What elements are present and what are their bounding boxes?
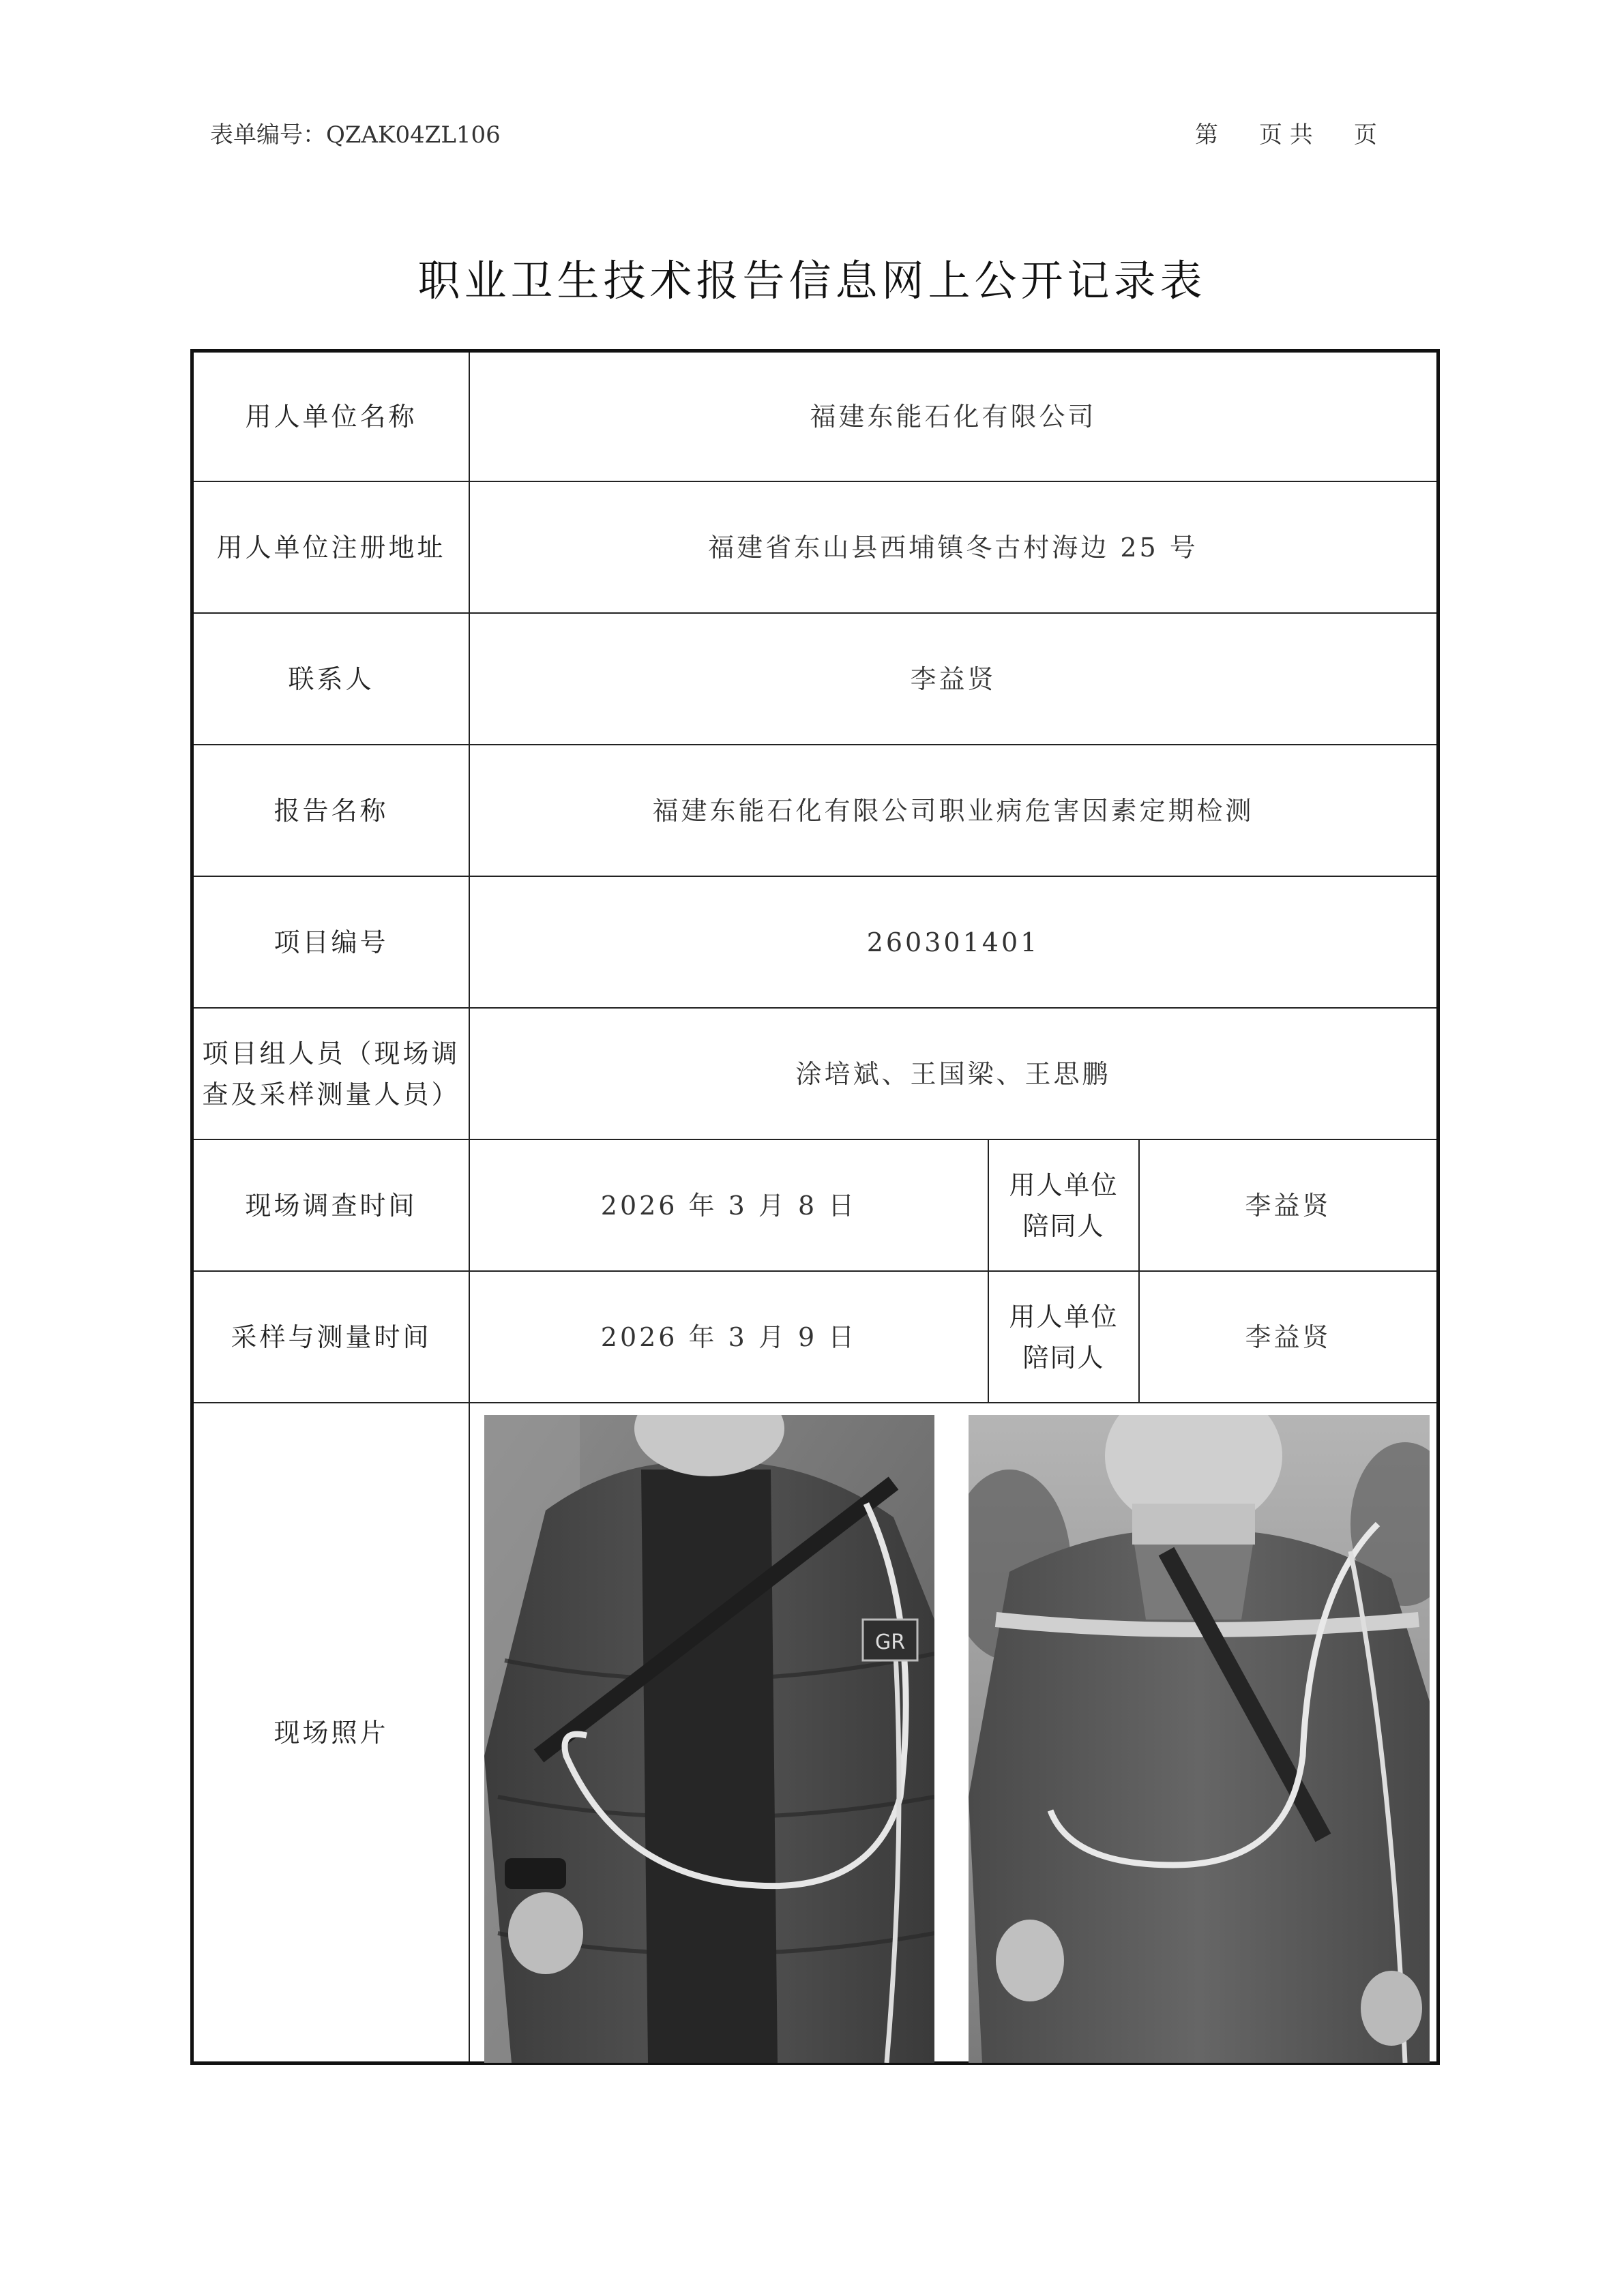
- page-prefix: 第: [1195, 121, 1218, 149]
- report-name-label: 报告名称: [274, 795, 389, 826]
- contact-value: 李益贤: [910, 664, 996, 694]
- site-photo-right-image: [969, 1415, 1430, 2063]
- page-suffix: 页: [1353, 121, 1377, 149]
- page-title: 职业卫生技术报告信息网上公开记录表: [417, 256, 1207, 305]
- company-name-value: 福建东能石化有限公司: [810, 402, 1097, 432]
- survey-time-label: 现场调查时间: [245, 1190, 417, 1221]
- report-name-value: 福建东能石化有限公司职业病危害因素定期检测: [652, 795, 1254, 826]
- jacket-badge-text: GR: [874, 1630, 906, 1654]
- sampling-companion-label-line1: 用人单位: [1009, 1301, 1119, 1332]
- site-photo-left: [484, 1415, 934, 2063]
- project-team-label-line2: 查及采样测量人员）: [202, 1079, 460, 1109]
- sampling-companion-value: 李益贤: [1245, 1322, 1331, 1352]
- sampling-companion-label-line2: 陪同人: [1022, 1342, 1105, 1373]
- survey-companion-label-line2: 陪同人: [1022, 1210, 1105, 1241]
- registered-address-label: 用人单位注册地址: [216, 532, 446, 563]
- company-name-label: 用人单位名称: [245, 402, 417, 432]
- sampling-companion-label: [989, 1272, 1138, 1402]
- project-team-label: [194, 1009, 469, 1139]
- survey-companion-value: 李益贤: [1245, 1190, 1331, 1221]
- page-mid: 页 共: [1259, 121, 1313, 149]
- survey-companion-label-line1: 用人单位: [1009, 1169, 1119, 1200]
- survey-time-value: 2026 年 3 月 8 日: [600, 1190, 857, 1221]
- registered-address-value: 福建省东山县西埔镇冬古村海边 25 号: [708, 532, 1198, 563]
- contact-label: 联系人: [288, 664, 374, 694]
- site-photo-left-image: [484, 1415, 934, 2063]
- survey-companion-label: [989, 1140, 1138, 1270]
- record-table: [190, 349, 1440, 2065]
- project-number-label: 项目编号: [274, 927, 389, 957]
- page-indicator: [1195, 116, 1377, 149]
- project-number-value: 260301401: [866, 927, 1040, 957]
- form-number: 表单编号：QZAK04ZL106: [210, 121, 501, 149]
- sampling-time-label: 采样与测量时间: [231, 1322, 432, 1352]
- project-team-value: 涂培斌、王国梁、王思鹏: [795, 1058, 1111, 1089]
- site-photos-label: 现场照片: [274, 1717, 389, 1748]
- project-team-label-line1: 项目组人员（现场调: [202, 1038, 460, 1069]
- sampling-time-value: 2026 年 3 月 9 日: [600, 1322, 857, 1352]
- site-photo-right: [969, 1415, 1430, 2063]
